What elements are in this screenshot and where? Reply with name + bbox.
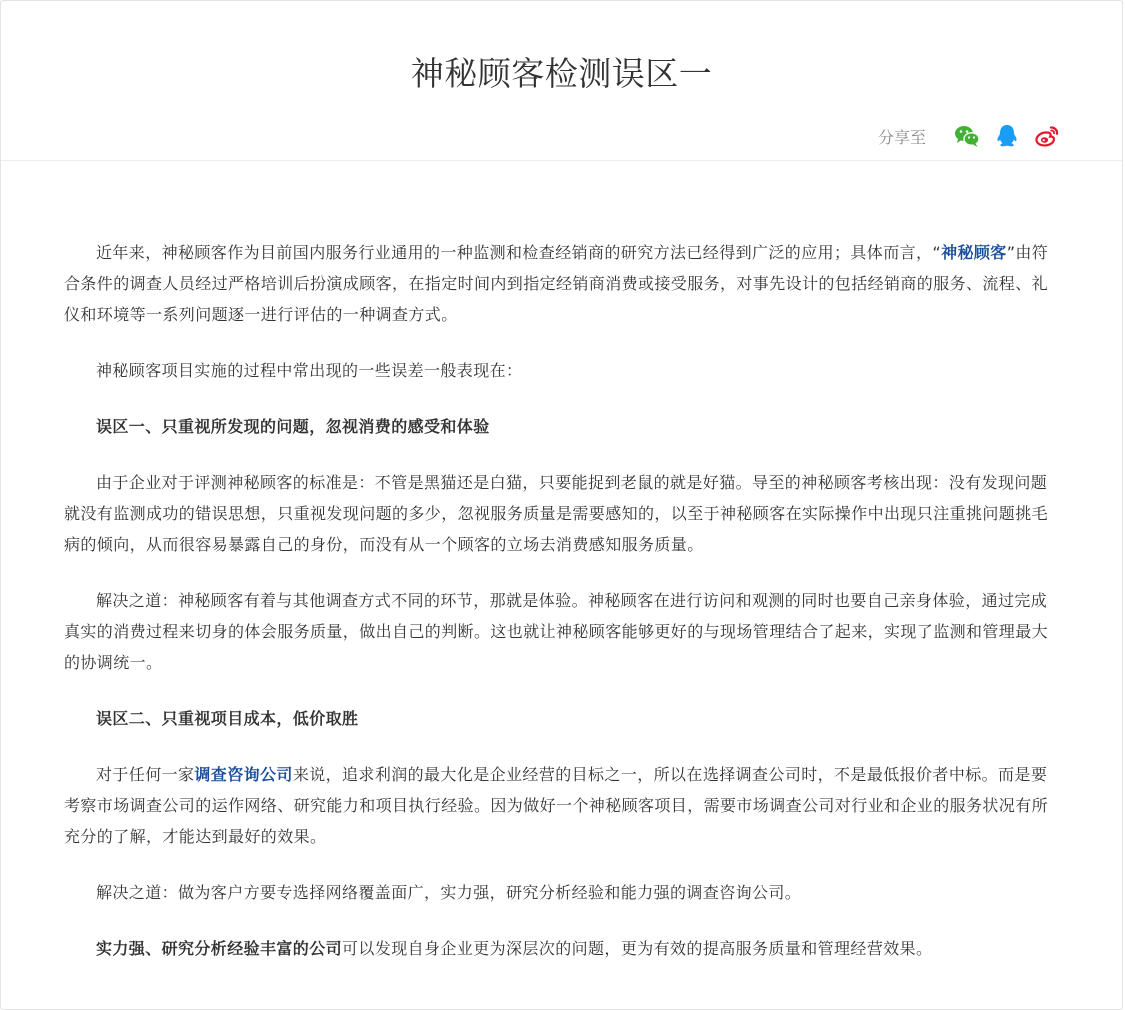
paragraph-intro: 近年来，神秘顾客作为目前国内服务行业通用的一种监测和检查经销商的研究方法已经得到广泛的应用；具体而言，“神秘顾客”由符合条件的调查人员经过严格培训后扮演成顾客，在指定时间内到指定经销商消费或接受服务，对事先设计的包括经销商的服务、流程、礼仪和环境等一系列问题逐一进行评估的一种调查方式。 (64, 243, 1049, 324)
paragraph-misconception-1: 由于企业对于评测神秘顾客的标准是：不管是黑猫还是白猫，只要能捉到老鼠的就是好猫。导至的神秘顾客考核出现：没有发现问题就没有监测成功的错误思想，只重视发现问题的多少，忽视服务质量是需要感知的，以至于神秘顾客在实际操作中出现只注重挑问题挑毛病的倾向，从而很容易暴露自己的身份，而没有从一个顾客的立场去消费感知服务质量。 (64, 473, 1049, 554)
article-title: 神秘顾客检测误区一 (410, 54, 713, 93)
section-heading-1: 误区一、只重视所发现的问题，忽视消费的感受和体验 (96, 417, 490, 436)
share-label: 分享至 (877, 127, 926, 147)
weibo-icon[interactable] (1034, 124, 1060, 148)
paragraph-overview: 神秘顾客项目实施的过程中常出现的一些误差一般表现在： (96, 361, 523, 380)
wechat-icon[interactable] (954, 124, 980, 148)
paragraph-strong-company: 实力强、研究分析经验丰富的公司可以发现自身企业更为深层次的问题，更为有效的提高服务质量和管理经营效果。 (96, 939, 933, 958)
section-heading-2: 误区二、只重视项目成本，低价取胜 (96, 709, 359, 728)
paragraph-solution-2: 解决之道：做为客户方要专选择网络覆盖面广，实力强，研究分析经验和能力强的调查咨询公司。 (96, 883, 802, 902)
article-body (64, 237, 1059, 989)
paragraph-solution-1: 解决之道：神秘顾客有着与其他调查方式不同的环节，那就是体验。神秘顾客在进行访问和观测的同时也要自己亲身体验，通过完成真实的消费过程来切身的体会服务质量，做出自己的判断。这也就让神秘顾客能够更好的与现场管理结合了起来，实现了监测和管理最大的协调统一。 (64, 591, 1049, 672)
link-mystery-customer[interactable]: 神秘顾客 (941, 243, 1007, 262)
share-bar (878, 121, 1060, 151)
qq-icon[interactable] (994, 124, 1020, 148)
article-header (1, 1, 1122, 161)
link-research-consulting[interactable]: 调查咨询公司 (194, 765, 293, 784)
paragraph-misconception-2: 对于任何一家调查咨询公司来说，追求利润的最大化是企业经营的目标之一，所以在选择调查公司时，不是最低报价者中标。而是要考察市场调查公司的运作网络、研究能力和项目执行经验。因为做好一个神秘顾客项目，需要市场调查公司对行业和企业的服务状况有所充分的了解，才能达到最好的效果。 (64, 765, 1049, 846)
